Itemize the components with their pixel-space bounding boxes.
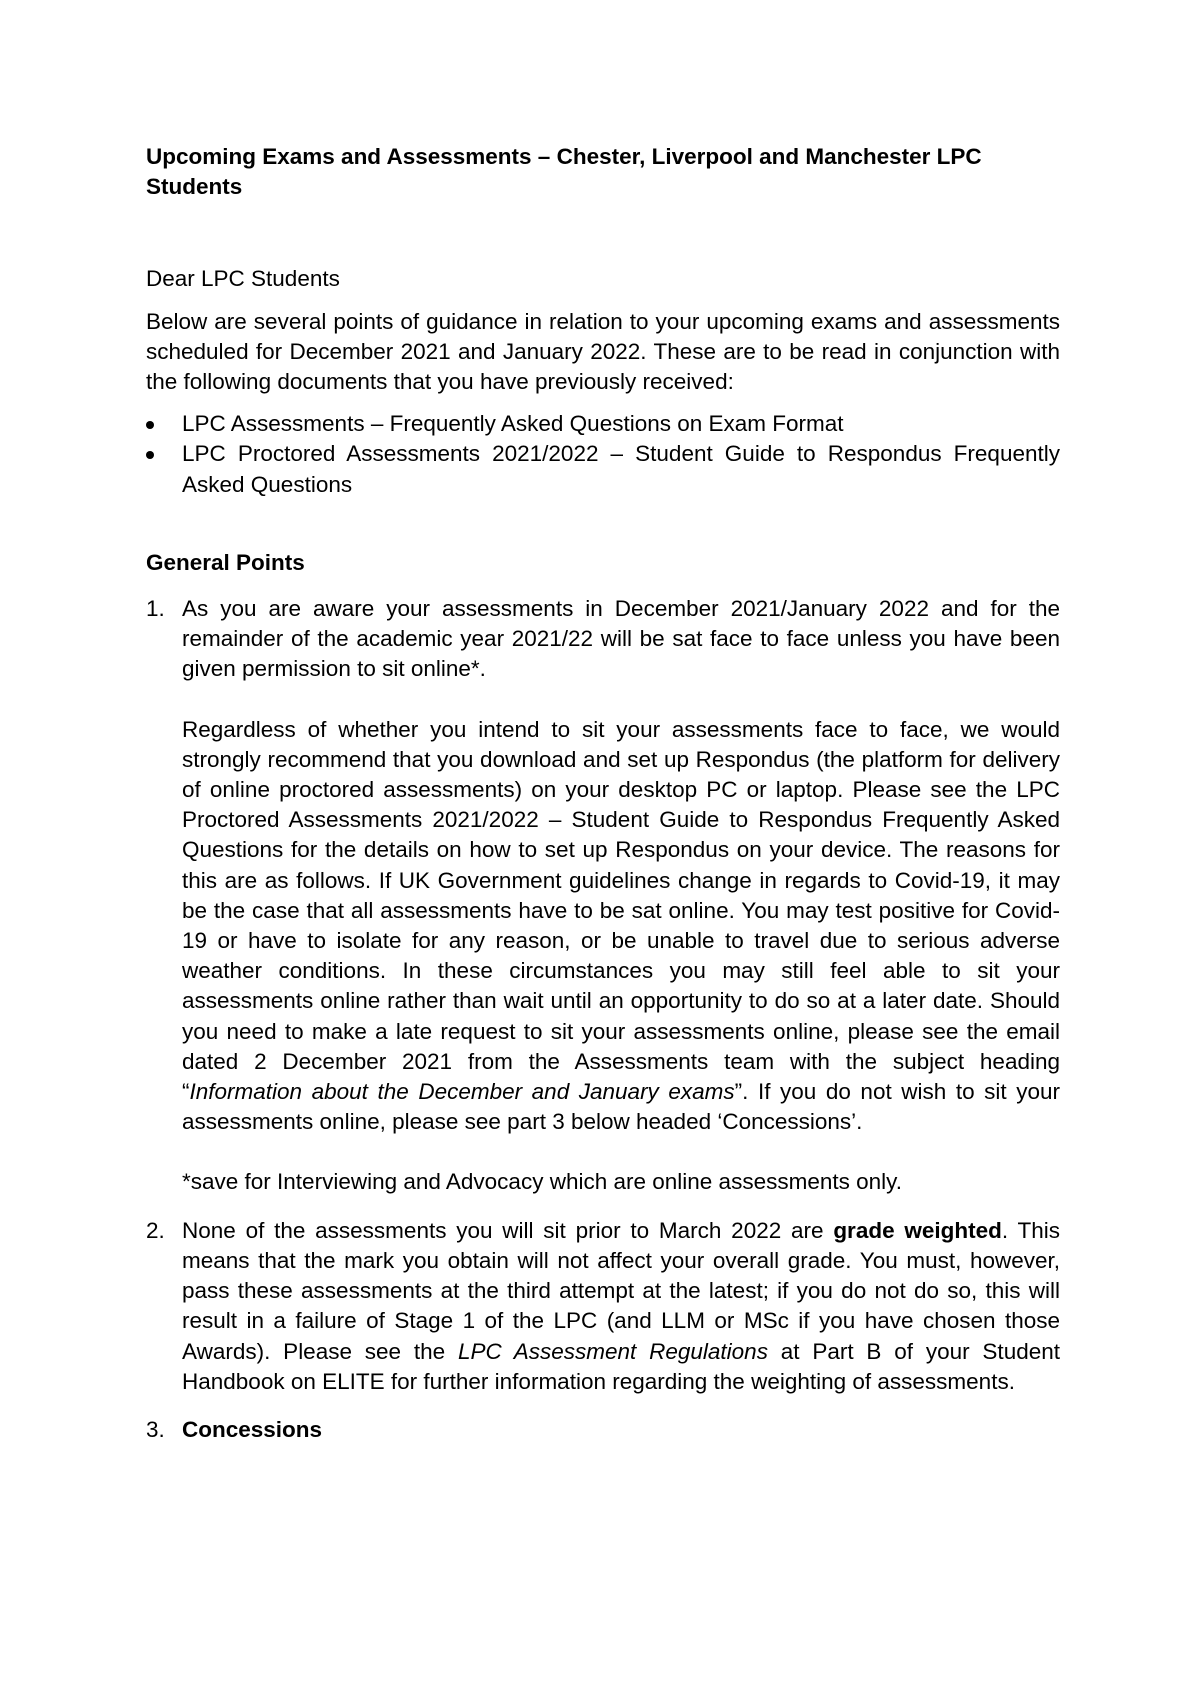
general-points-heading: General Points xyxy=(146,549,305,575)
point-number: 1. xyxy=(146,596,165,622)
point-2-paragraph xyxy=(182,1216,1060,1397)
intro-paragraph: Below are several points of guidance in relation to your upcoming exams and assessments scheduled for December 2021 and January 2022. These are to be read in conjunction with the following documents that you have previously received: xyxy=(146,308,1060,395)
text-run: Regardless of whether you intend to sit your assessments face to face, we would strongly recommend that you download and set up Respondus (the platform for delivery of online proctored assessments) on your desktop PC or laptop. Please see the LPC Proctored Assessments 2021/2022 – Student Guide to Respondus Frequently Asked Questions for the details on how to set up Respondus on your device. The reasons for this are as follows. If UK Government guidelines change in regards to Covid-19, it may be the case that all assessments have to be sat online. You may test positive for Covid-19 or have to isolate for any reason, or be unable to travel due to serious adverse weather conditions. In these circumstances you may still feel able to sit your assessments online rather than wait until an opportunity to do so at a later date. Should you need to make a late request to sit your assessments online, please see the email dated 2 December 2021 from the Assessments team with the subject heading “ xyxy=(182,716,1060,1105)
document-page xyxy=(146,142,1060,1445)
email-subject: Information about the December and January exams xyxy=(189,1079,735,1105)
text-run: None of the assessments you will sit prior to March 2022 are xyxy=(182,1217,834,1243)
point-1-paragraph-1: As you are aware your assessments in December 2021/January 2022 and for the remainder of the academic year 2021/22 will be sat face to face unless you have been given permission to sit online*. xyxy=(182,596,1060,682)
point-1-paragraph-2 xyxy=(182,715,1060,1138)
list-item-text: LPC Assessments – Frequently Asked Questions on Exam Format xyxy=(182,411,844,437)
bullet-icon xyxy=(146,451,154,459)
text-run: . This means that the mark you obtain will not affect your overall grade. You must, however, pass these assessments at the third attempt at the latest; if you do not do so, this will result in a failure of Stage 1 of the LPC (and LLM or MSc if you have chosen those Awards). Please see the xyxy=(182,1217,1061,1364)
emphasis-grade-weighted: grade weighted xyxy=(833,1217,1002,1243)
concessions-heading: Concessions xyxy=(182,1416,323,1442)
document-list xyxy=(146,409,1060,500)
point-number: 3. xyxy=(146,1416,165,1442)
regulations-reference: LPC Assessment Regulations xyxy=(458,1338,768,1364)
document-title: Upcoming Exams and Assessments – Chester, Liverpool and Manchester LPC Students xyxy=(146,144,982,200)
text-run: at Part B of your Student Handbook on ELITE for further information regarding the weighting of assessments. xyxy=(182,1338,1060,1394)
list-item-text: LPC Proctored Assessments 2021/2022 – Student Guide to Respondus Frequently Asked Questions xyxy=(182,441,1060,497)
point-3 xyxy=(146,1415,1060,1445)
list-item xyxy=(146,439,1060,499)
salutation: Dear LPC Students xyxy=(146,266,340,292)
text-run: ”. If you do not wish to sit your assessments online, please see part 3 below headed ‘Concessions’. xyxy=(182,1079,1060,1135)
list-item xyxy=(146,409,1060,439)
bullet-icon xyxy=(146,421,154,429)
point-1 xyxy=(146,594,1060,1198)
point-number: 2. xyxy=(146,1217,165,1243)
point-1-note: *save for Interviewing and Advocacy which are online assessments only. xyxy=(182,1169,902,1195)
point-2 xyxy=(146,1216,1060,1397)
